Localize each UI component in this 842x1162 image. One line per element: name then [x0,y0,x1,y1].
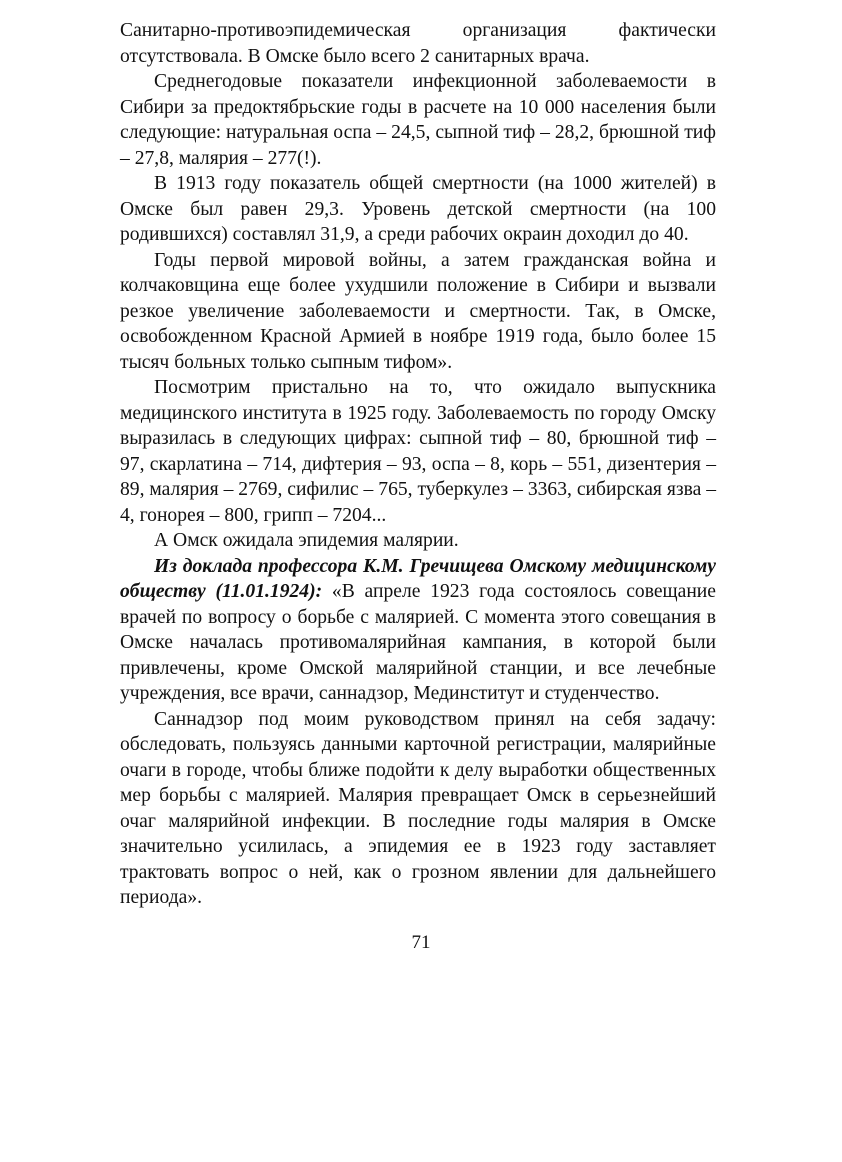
report-quote-text: «В апреле 1923 года состоялось совещание врачей по вопросу о борьбе с малярией. С момента этого совещания в Омске началась противомалярийная кампания, в которой были привлечены, кроме Омской малярийной станции, и все лечебные учреждения, все врачи, саннадзор, Мединститут и студенчество. [120,581,716,704]
paragraph-1: Санитарно-противоэпидемическая организация фактически отсутствовала. В Омске было всего 2 санитарных врача. [120,20,716,67]
paragraph-3: В 1913 году показатель общей смертности (на 1000 жителей) в Омске был равен 29,3. Уровень детской смертности (на 100 родившихся) составлял 31,9, а среди рабочих окраин доходил до 40. [120,173,716,245]
paragraph-2: Среднегодовые показатели инфекционной заболеваемости в Сибири за предоктябрьские годы в расчете на 10 000 населения были следующие: натуральная оспа – 24,5, сыпной тиф – 28,2, брюшной тиф – 27,8, малярия – 277(!). [120,71,716,169]
page-number: 71 [411,932,431,953]
body-text [120,18,716,911]
report-source-heading: Из доклада профессора К.М. Гречищева Омскому медицинскому обществу (11.01.1924): [120,555,716,602]
paragraph-5: Посмотрим пристально на то, что ожидало выпускника медицинского института в 1925 году. Заболеваемость по городу Омску выразилась в следующих цифрах: сыпной тиф – 80, брюшной тиф – 97, скарлатина – 714, дифтерия – 93, оспа – 8, корь – 551, дизентерия – 89, малярия – 2769, сифилис – 765, туберкулез – 3363, сибирская язва – 4, гонорея – 800, грипп – 7204... [120,377,716,526]
paragraph-7 [120,554,716,707]
paragraph-8: Саннадзор под моим руководством принял на себя задачу: обследовать, пользуясь данными карточной регистрации, малярийные очаги в городе, чтобы ближе подойти к делу выработки общественных мер борьбы с малярией. Малярия превращает Омск в серьезнейший очаг малярийной инфекции. В последние годы малярия в Омске значительно усилилась, а эпидемия ее в 1923 году заставляет трактовать вопрос о ней, как о грозном явлении для дальнейшего периода». [120,708,716,908]
paragraph-6: А Омск ожидала эпидемия малярии. [154,530,459,551]
paragraph-4: Годы первой мировой войны, а затем гражданская война и колчаковщина еще более ухудшили положение в Сибири и вызвали резкое увеличение заболеваемости и смертности. Так, в Омске, освобожденном Красной Армией в ноябре 1919 года, было более 15 тысяч больных только сыпным тифом». [120,249,716,373]
